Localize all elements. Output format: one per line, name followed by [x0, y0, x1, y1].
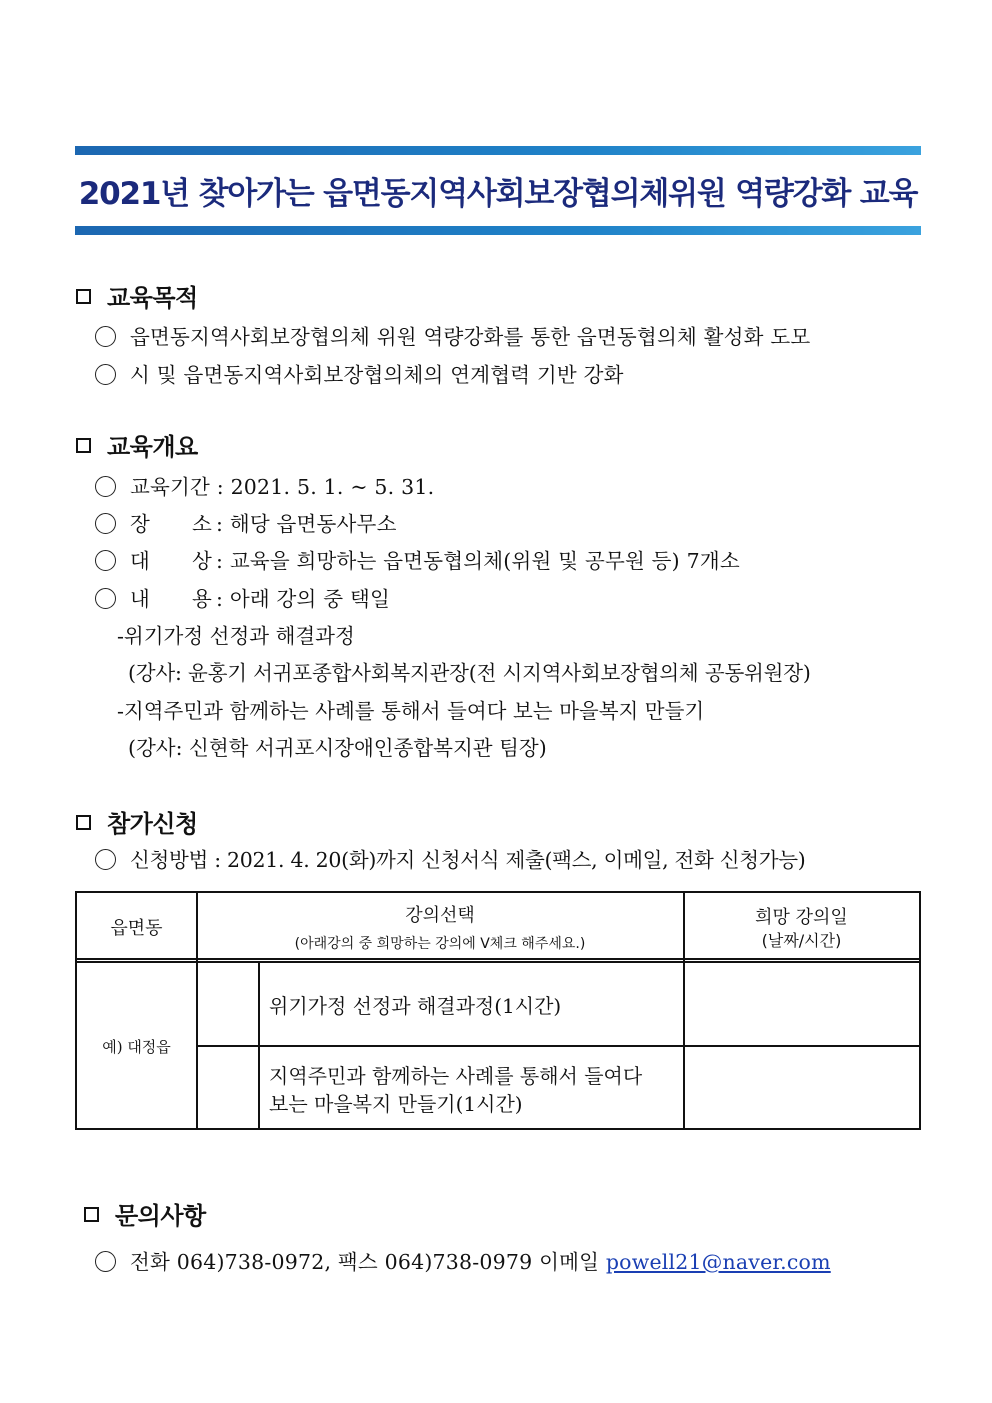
square-bullet-icon [76, 289, 91, 304]
section-heading-overview [76, 427, 198, 462]
content-value: 아래 강의 중 택일 [229, 587, 390, 611]
lecture1-speaker: (강사: 윤홍기 서귀포종합사회복지관장(전 시지역사회보장협의체 공동위원장) [128, 661, 811, 685]
square-bullet-icon [84, 1207, 99, 1222]
row1-lecture: 위기가정 선정과 해결과정(1시간) [269, 994, 562, 1018]
contact-text: 전화 064)738-0972, 팩스 064)738-0979 이메일 [130, 1250, 606, 1274]
square-bullet-icon [76, 438, 91, 453]
section-heading-apply [76, 804, 198, 839]
purpose-item-text: 읍면동지역사회보장협의체 위원 역량강화를 통한 읍면동협의체 활성화 도모 [130, 325, 811, 349]
header-lecture: 강의선택 [405, 905, 475, 926]
target-label-2: 상 [192, 549, 213, 573]
header-divider-1 [77, 958, 919, 960]
purpose-item-text: 시 및 읍면동지역사회보장협의체의 연계협력 기반 강화 [130, 363, 624, 387]
overview-period: 교육기간 : 2021. 5. 1. ~ 5. 31. [95, 470, 434, 500]
header-date-note: (날짜/시간) [761, 931, 842, 950]
place-value: 해당 읍면동사무소 [229, 512, 397, 536]
contact-info [95, 1245, 831, 1275]
row2-lecture-line2: 보는 마을복지 만들기(1시간) [269, 1092, 523, 1116]
place-label-1: 장 [130, 512, 151, 536]
overview-place: 장 소 : 해당 읍면동사무소 [95, 507, 397, 537]
application-table [75, 891, 921, 1130]
overview-content: 내 용 : 아래 강의 중 택일 [95, 582, 390, 612]
section-heading-label: 참가신청 [107, 810, 198, 838]
circle-bullet-icon [95, 326, 116, 347]
purpose-item-1 [95, 320, 810, 350]
section-heading-purpose [76, 278, 198, 313]
circle-bullet-icon [95, 364, 116, 385]
header-lecture-note: (아래강의 중 희망하는 강의에 V체크 해주세요.) [294, 936, 586, 952]
circle-bullet-icon [95, 513, 116, 534]
purpose-item-2 [95, 358, 624, 388]
title-top-bar [75, 146, 921, 155]
target-label-1: 대 [130, 549, 151, 573]
period-label: 교육기간 [130, 475, 211, 499]
date-cell-2[interactable] [685, 1047, 919, 1128]
lecture1-title: -위기가정 선정과 해결과정 [117, 624, 355, 648]
section-heading-label: 교육목적 [107, 284, 198, 312]
circle-bullet-icon [95, 588, 116, 609]
date-cell-1[interactable] [685, 963, 919, 1045]
section-heading-label: 교육개요 [107, 433, 198, 461]
example-town: 예) 대정읍 [102, 1038, 171, 1056]
header-date: 희망 강의일 [755, 907, 848, 928]
apply-method [95, 843, 805, 873]
period-value: 2021. 5. 1. ~ 5. 31. [230, 475, 435, 499]
place-label-2: 소 [192, 512, 213, 536]
target-value: 교육을 희망하는 읍면동협의체(위원 및 공무원 등) 7개소 [229, 549, 740, 573]
contact-email-link[interactable]: powell21@naver.com [605, 1250, 831, 1274]
circle-bullet-icon [95, 550, 116, 571]
row2-lecture-line1: 지역주민과 함께하는 사례를 통해서 들여다 [269, 1064, 643, 1088]
title-bottom-bar [75, 226, 921, 235]
header-town: 읍면동 [110, 918, 163, 939]
section-heading-label: 문의사항 [115, 1202, 206, 1230]
circle-bullet-icon [95, 476, 116, 497]
apply-method-text: 신청방법 : 2021. 4. 20(화)까지 신청서식 제출(팩스, 이메일, 전화 신청가능) [130, 848, 806, 872]
circle-bullet-icon [95, 1251, 116, 1272]
content-label-2: 용 [192, 587, 213, 611]
lecture2-title: -지역주민과 함께하는 사례를 통해서 들여다 보는 마을복지 만들기 [117, 699, 705, 723]
square-bullet-icon [76, 815, 91, 830]
check-cell-2[interactable] [198, 1047, 258, 1128]
overview-target: 대 상 : 교육을 희망하는 읍면동협의체(위원 및 공무원 등) 7개소 [95, 544, 740, 574]
page-title: 2021년 찾아가는 읍면동지역사회보장협의체위원 역량강화 교육 [78, 176, 918, 212]
section-heading-contact [84, 1196, 206, 1231]
check-cell-1[interactable] [198, 963, 258, 1045]
content-label-1: 내 [130, 587, 151, 611]
circle-bullet-icon [95, 849, 116, 870]
lecture2-speaker: (강사: 신현학 서귀포시장애인종합복지관 팀장) [128, 736, 547, 760]
